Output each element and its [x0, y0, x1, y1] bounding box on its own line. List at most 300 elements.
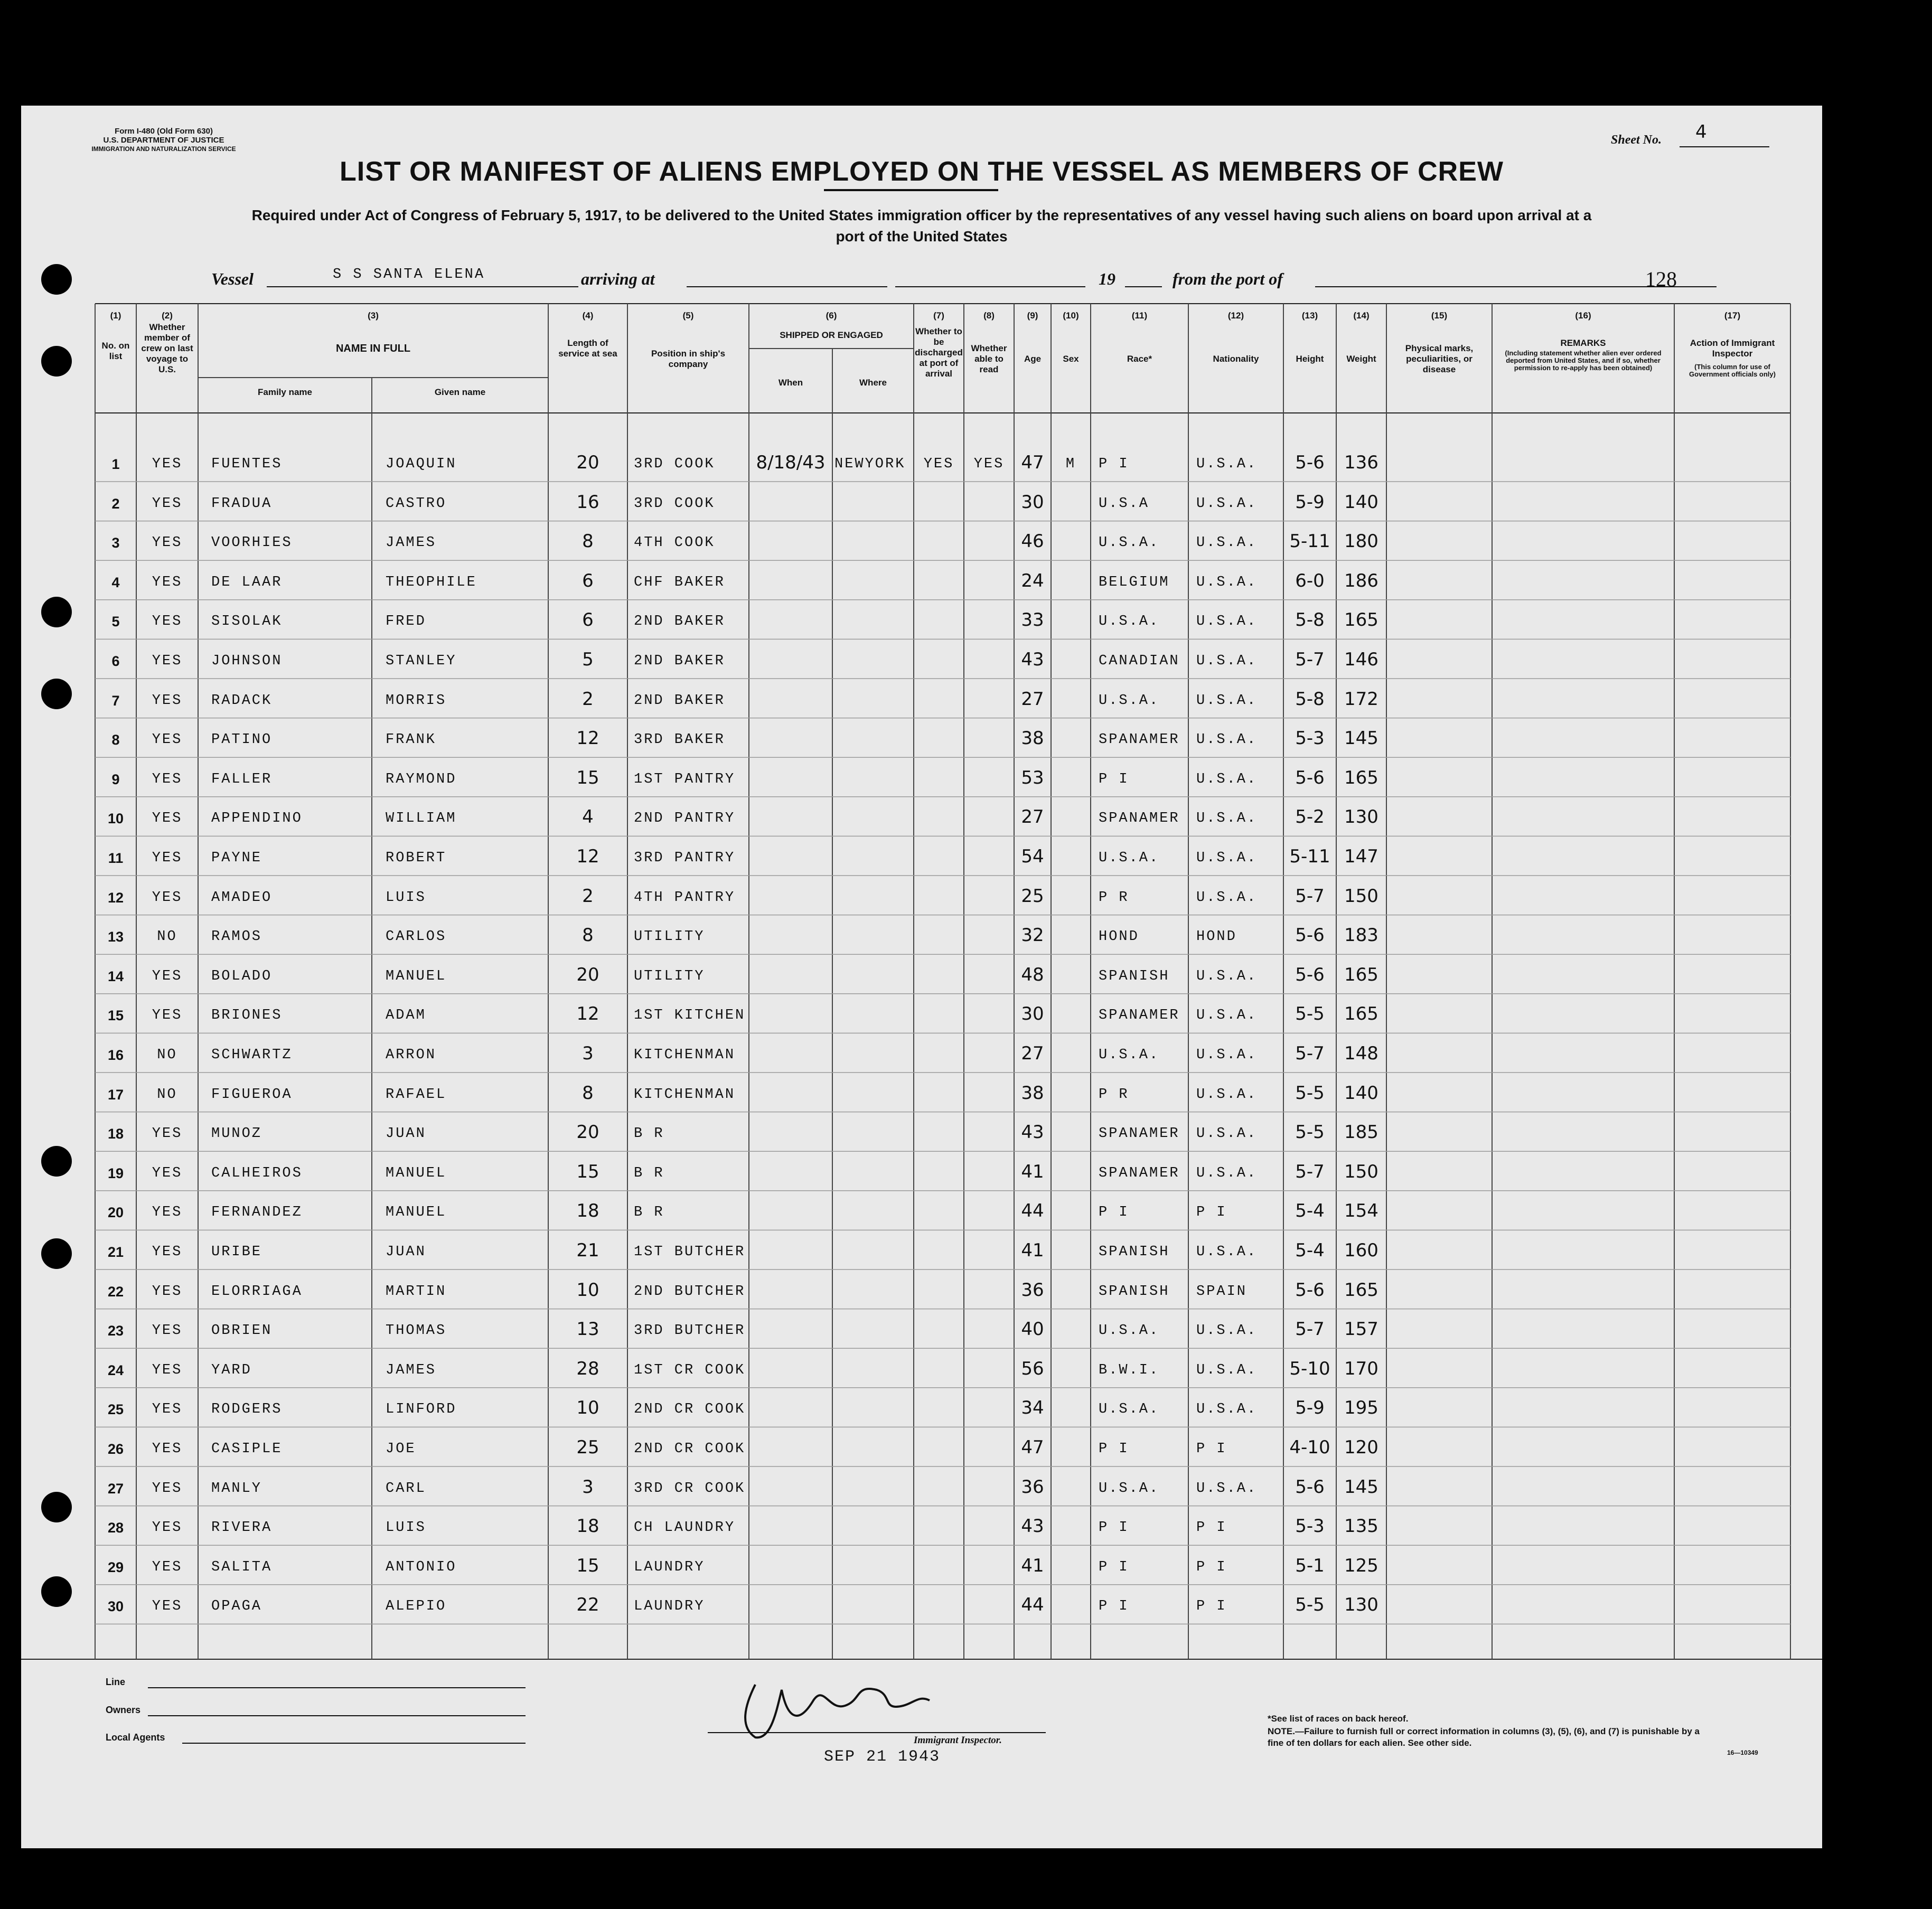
height: 5-9: [1295, 491, 1325, 513]
ship-position: B R: [634, 1126, 664, 1142]
table-row: [21, 882, 1822, 921]
nationality: P I: [1196, 1598, 1227, 1615]
given-name: STANLEY: [386, 653, 457, 669]
col2-label: Whether member of crew on last voyage to U.S.: [141, 322, 193, 374]
given-name: ADAM: [386, 1008, 426, 1024]
service-length: 18: [576, 1516, 599, 1537]
family-name: AMADEO: [211, 889, 273, 906]
age: 27: [1021, 688, 1044, 710]
row-number: 27: [107, 1480, 124, 1497]
age: 41: [1021, 1555, 1044, 1576]
ship-position: 3RD PANTRY: [634, 850, 736, 866]
col13-label: Height: [1296, 354, 1324, 364]
height: 5-3: [1295, 1516, 1325, 1537]
punch-hole: [41, 346, 72, 377]
service-length: 3: [582, 1043, 594, 1064]
sheet-label: Sheet No.: [1611, 133, 1662, 147]
table-row: [21, 1473, 1822, 1512]
col4-number: (4): [582, 311, 594, 321]
weight: 136: [1344, 452, 1378, 473]
given-name: MORRIS: [386, 692, 447, 709]
height: 5-4: [1295, 1240, 1325, 1261]
given-name: FRANK: [386, 732, 437, 748]
table-row: [21, 567, 1822, 606]
row-number: 9: [111, 771, 120, 787]
given-name-header: Given name: [434, 387, 486, 397]
row-number: 17: [107, 1086, 124, 1103]
col8-label: Whether able to read: [971, 343, 1007, 374]
nationality: U.S.A.: [1196, 1362, 1258, 1378]
weight: 172: [1344, 688, 1378, 710]
nationality: U.S.A.: [1196, 653, 1258, 669]
weight: 135: [1344, 1516, 1378, 1537]
ship-position: CHF BAKER: [634, 574, 725, 590]
weight: 140: [1344, 491, 1378, 513]
crew-last-voyage: YES: [152, 1362, 183, 1378]
service-length: 6: [582, 609, 594, 631]
ship-position: 1ST PANTRY: [634, 771, 736, 787]
family-name: FRADUA: [211, 495, 273, 512]
nationality: U.S.A.: [1196, 968, 1258, 984]
crew-last-voyage: YES: [152, 732, 183, 748]
race: U.S.A.: [1099, 614, 1160, 630]
row-number: 29: [107, 1559, 124, 1575]
crew-last-voyage: YES: [152, 614, 183, 630]
given-name: CARL: [386, 1480, 426, 1497]
crew-last-voyage: NO: [157, 929, 177, 945]
owners-field: [148, 1715, 526, 1716]
list-number: 128: [1645, 267, 1677, 291]
age: 34: [1021, 1397, 1044, 1419]
race: SPANAMER: [1099, 1008, 1180, 1024]
weight: 157: [1344, 1319, 1378, 1340]
table-row: [21, 1512, 1822, 1551]
race: U.S.A.: [1099, 692, 1160, 709]
nationality: U.S.A.: [1196, 850, 1258, 866]
table-row: [21, 1276, 1822, 1315]
manifest-title: LIST OR MANIFEST OF ALIENS EMPLOYED ON THE VESSEL AS MEMBERS OF CREW: [340, 156, 1504, 187]
table-row: [21, 1079, 1822, 1118]
age: 53: [1021, 767, 1044, 788]
given-name: JUAN: [386, 1126, 426, 1142]
col12-label: Nationality: [1213, 354, 1259, 364]
given-name: JOAQUIN: [386, 456, 457, 472]
line-field: [148, 1687, 526, 1688]
service-length: 2: [582, 688, 594, 710]
col13-number: (13): [1301, 311, 1318, 321]
form-id: Form I-480 (Old Form 630): [115, 127, 213, 136]
weight: 185: [1344, 1122, 1378, 1143]
col11-label: Race*: [1127, 354, 1152, 364]
service-length: 3: [582, 1476, 594, 1498]
family-name: RIVERA: [211, 1520, 273, 1536]
weight: 165: [1344, 964, 1378, 985]
weight: 165: [1344, 1279, 1378, 1301]
inspector-label: Immigrant Inspector.: [914, 1735, 1002, 1746]
age: 36: [1021, 1476, 1044, 1498]
given-name: MANUEL: [386, 1165, 447, 1181]
table-row: [21, 1237, 1822, 1276]
given-name: LUIS: [386, 1520, 426, 1536]
table-row: [21, 1355, 1822, 1394]
height: 5-7: [1295, 1043, 1325, 1064]
crew-last-voyage: YES: [152, 1126, 183, 1142]
col5-label: Position in ship's company: [651, 349, 726, 369]
race: U.S.A.: [1099, 1480, 1160, 1497]
col8-number: (8): [983, 311, 995, 321]
sex: M: [1065, 456, 1076, 472]
ship-position: 3RD BAKER: [634, 732, 725, 748]
ship-position: LAUNDRY: [634, 1598, 705, 1615]
table-row: [21, 488, 1822, 528]
ship-position: 2ND CR COOK: [634, 1441, 746, 1457]
weight: 125: [1344, 1555, 1378, 1576]
punch-hole: [41, 1146, 72, 1177]
races-note: *See list of races on back hereof.: [1268, 1714, 1409, 1724]
vessel-name: S S SANTA ELENA: [333, 267, 485, 283]
ship-position: 2ND PANTRY: [634, 811, 736, 827]
col14-label: Weight: [1346, 354, 1376, 364]
given-name: THOMAS: [386, 1323, 447, 1339]
family-name: MANLY: [211, 1480, 262, 1497]
family-name: YARD: [211, 1362, 252, 1378]
ship-position: CH LAUNDRY: [634, 1520, 736, 1536]
service-length: 8: [582, 1082, 594, 1104]
row-number: 1: [111, 456, 120, 472]
given-name: THEOPHILE: [386, 574, 477, 590]
row-number: 14: [107, 968, 124, 984]
height: 5-5: [1295, 1003, 1325, 1025]
ship-position: 2ND BAKER: [634, 614, 725, 630]
ship-position: UTILITY: [634, 968, 705, 984]
from-port-label: from the port of: [1173, 269, 1283, 288]
service-length: 12: [576, 728, 599, 749]
table-row: [21, 1118, 1822, 1158]
race: SPANAMER: [1099, 1165, 1180, 1181]
given-name: JOE: [386, 1441, 416, 1457]
given-name: LINFORD: [386, 1402, 457, 1418]
given-name: MANUEL: [386, 1205, 447, 1221]
height: 5-11: [1289, 531, 1330, 552]
owners-label: Owners: [106, 1705, 141, 1715]
nationality: U.S.A.: [1196, 495, 1258, 512]
height: 5-3: [1295, 728, 1325, 749]
height: 5-6: [1295, 452, 1325, 473]
row-number: 10: [107, 811, 124, 827]
age: 47: [1021, 452, 1044, 473]
given-name: ANTONIO: [386, 1559, 457, 1575]
table-row: [21, 1591, 1822, 1630]
nationality: U.S.A.: [1196, 1480, 1258, 1497]
table-row: [21, 1552, 1822, 1591]
nationality: P I: [1196, 1520, 1227, 1536]
height: 5-6: [1295, 925, 1325, 946]
family-name: CASIPLE: [211, 1441, 283, 1457]
nationality: P I: [1196, 1559, 1227, 1575]
crew-last-voyage: YES: [152, 1520, 183, 1536]
crew-last-voyage: YES: [152, 850, 183, 866]
punch-hole: [41, 1238, 72, 1269]
race: U.S.A.: [1099, 1047, 1160, 1063]
ship-position: UTILITY: [634, 929, 705, 945]
race: B.W.I.: [1099, 1362, 1160, 1378]
col16-note: (Including statement whether alien ever ordered deported from United States, and if so, whether permission to re-apply has been obtained): [1505, 349, 1662, 372]
race: P I: [1099, 1205, 1129, 1221]
col10-number: (10): [1063, 311, 1079, 321]
row-number: 6: [111, 653, 120, 669]
ship-position: B R: [634, 1165, 664, 1181]
table-row: [21, 1000, 1822, 1039]
crew-last-voyage: YES: [152, 1598, 183, 1615]
weight: 150: [1344, 885, 1378, 907]
age: 32: [1021, 925, 1044, 946]
inspector-signature: [724, 1669, 961, 1743]
vessel-label: Vessel: [211, 269, 254, 288]
crew-last-voyage: YES: [152, 1283, 183, 1300]
arriving-label: arriving at: [581, 269, 655, 288]
service-length: 15: [576, 767, 599, 788]
race: P I: [1099, 1559, 1129, 1575]
crew-last-voyage: YES: [152, 889, 183, 906]
race: U.S.A.: [1099, 850, 1160, 866]
col7-number: (7): [933, 311, 944, 321]
family-name: FUENTES: [211, 456, 283, 472]
nationality: U.S.A.: [1196, 574, 1258, 590]
nationality: U.S.A.: [1196, 1047, 1258, 1063]
year-label: 19: [1099, 269, 1115, 288]
age: 43: [1021, 1122, 1044, 1143]
height: 4-10: [1289, 1437, 1330, 1458]
age: 43: [1021, 1516, 1044, 1537]
age: 36: [1021, 1279, 1044, 1301]
ship-position: 3RD BUTCHER: [634, 1323, 746, 1339]
family-name: SISOLAK: [211, 614, 283, 630]
crew-last-voyage: YES: [152, 456, 183, 472]
race: BELGIUM: [1099, 574, 1170, 590]
row-number: 2: [111, 495, 120, 512]
weight: 146: [1344, 649, 1378, 670]
age: 38: [1021, 728, 1044, 749]
height: 5-8: [1295, 609, 1325, 631]
ship-position: B R: [634, 1205, 664, 1221]
col3-number: (3): [368, 311, 379, 321]
nationality: U.S.A.: [1196, 732, 1258, 748]
ship-position: 3RD COOK: [634, 495, 715, 512]
weight: 170: [1344, 1358, 1378, 1379]
race: P I: [1099, 771, 1129, 787]
race: SPANISH: [1099, 968, 1170, 984]
given-name: ALEPIO: [386, 1598, 447, 1615]
table-row: [21, 921, 1822, 961]
row-number: 8: [111, 732, 120, 748]
height: 5-5: [1295, 1122, 1325, 1143]
signature-line: [708, 1732, 1046, 1733]
shipped-when: 8/18/43: [756, 452, 826, 473]
age: 25: [1021, 885, 1044, 907]
department: U.S. DEPARTMENT OF JUSTICE: [103, 136, 224, 145]
penalty-note: NOTE.—Failure to furnish full or correct information in columns (3), (5), (6), and (7) is punishable by a fine of ten dollars for each alien. See other side.: [1268, 1726, 1700, 1748]
row-number: 21: [107, 1244, 124, 1260]
weight: 145: [1344, 728, 1378, 749]
height: 5-6: [1295, 1279, 1325, 1301]
local-agents-field: [182, 1743, 526, 1744]
age: 30: [1021, 1003, 1044, 1025]
given-name: FRED: [386, 614, 426, 630]
crew-last-voyage: YES: [152, 1480, 183, 1497]
height: 5-1: [1295, 1555, 1325, 1576]
col3-label: NAME IN FULL: [335, 343, 411, 354]
race: CANADIAN: [1099, 653, 1180, 669]
ship-position: 2ND BAKER: [634, 653, 725, 669]
height: 5-5: [1295, 1082, 1325, 1104]
row-number: 4: [111, 574, 120, 590]
family-name: FALLER: [211, 771, 273, 787]
row-number: 11: [108, 850, 124, 866]
row-number: 30: [107, 1598, 124, 1615]
col16-label: REMARKS: [1560, 338, 1606, 348]
family-name: SALITA: [211, 1559, 273, 1575]
col2-number: (2): [162, 311, 173, 321]
family-name: OBRIEN: [211, 1323, 273, 1339]
col14-number: (14): [1353, 311, 1370, 321]
table-row: [21, 764, 1822, 803]
col10-label: Sex: [1063, 354, 1079, 364]
nationality: U.S.A.: [1196, 1086, 1258, 1103]
height: 5-7: [1295, 1161, 1325, 1182]
ship-position: 1ST KITCHEN: [634, 1008, 746, 1024]
race: U.S.A.: [1099, 535, 1160, 551]
service-length: 15: [576, 1555, 599, 1576]
given-name: JAMES: [386, 535, 437, 551]
nationality: U.S.A.: [1196, 614, 1258, 630]
age: 33: [1021, 609, 1044, 631]
family-name: ELORRIAGA: [211, 1283, 303, 1300]
given-name: MANUEL: [386, 968, 447, 984]
crew-last-voyage: YES: [152, 574, 183, 590]
race: SPANAMER: [1099, 732, 1180, 748]
to-be-discharged: YES: [923, 456, 954, 472]
race: P I: [1099, 456, 1129, 472]
given-name: MARTIN: [386, 1283, 447, 1300]
nationality: U.S.A.: [1196, 1126, 1258, 1142]
crew-last-voyage: YES: [152, 811, 183, 827]
race: U.S.A: [1099, 495, 1150, 512]
ship-position: 2ND CR COOK: [634, 1402, 746, 1418]
weight: 160: [1344, 1240, 1378, 1261]
table-row: [21, 803, 1822, 842]
service-length: 12: [576, 846, 599, 867]
family-name: PATINO: [211, 732, 273, 748]
row-number: 18: [107, 1126, 124, 1142]
age: 27: [1021, 1043, 1044, 1064]
family-name: DE LAAR: [211, 574, 283, 590]
given-name: JUAN: [386, 1244, 426, 1260]
ship-position: 3RD COOK: [634, 456, 715, 472]
family-name: FIGUEROA: [211, 1086, 293, 1103]
family-name: APPENDINO: [211, 811, 303, 827]
age: 40: [1021, 1319, 1044, 1340]
col6-number: (6): [826, 311, 837, 321]
crew-last-voyage: NO: [157, 1047, 177, 1063]
local-agents-label: Local Agents: [106, 1732, 165, 1743]
table-row: [21, 1040, 1822, 1079]
table-row: [21, 725, 1822, 764]
given-name: ROBERT: [386, 850, 447, 866]
row-number: 5: [111, 614, 120, 630]
given-name: LUIS: [386, 889, 426, 906]
crew-last-voyage: YES: [152, 535, 183, 551]
row-number: 25: [107, 1402, 124, 1418]
able-to-read: YES: [973, 456, 1005, 472]
crew-last-voyage: YES: [152, 1559, 183, 1575]
age: 48: [1021, 964, 1044, 985]
race: SPANAMER: [1099, 811, 1180, 827]
col5-number: (5): [682, 311, 694, 321]
table-row: [21, 646, 1822, 685]
race: U.S.A.: [1099, 1402, 1160, 1418]
service-length: 20: [576, 452, 599, 473]
row-number: 20: [107, 1205, 124, 1221]
subtitle-line-2: port of the United States: [836, 228, 1008, 244]
height: 5-8: [1295, 688, 1325, 710]
crew-last-voyage: YES: [152, 495, 183, 512]
row-number: 13: [107, 929, 124, 945]
col4-label: Length of service at sea: [558, 338, 617, 359]
family-name: BOLADO: [211, 968, 273, 984]
table-row: [21, 1434, 1822, 1473]
family-name: BRIONES: [211, 1008, 283, 1024]
ship-position: LAUNDRY: [634, 1559, 705, 1575]
family-name-header: Family name: [258, 387, 312, 397]
ship-position: 4TH PANTRY: [634, 889, 736, 906]
crew-last-voyage: YES: [152, 1008, 183, 1024]
row-number: 22: [107, 1283, 124, 1300]
service-length: 20: [576, 964, 599, 985]
service-length: 10: [576, 1279, 599, 1301]
service-length: 18: [576, 1200, 599, 1222]
crew-last-voyage: YES: [152, 1244, 183, 1260]
crew-last-voyage: YES: [152, 1402, 183, 1418]
col15-label: Physical marks, peculiarities, or disease: [1405, 343, 1474, 374]
family-name: URIBE: [211, 1244, 262, 1260]
row-number: 16: [107, 1047, 124, 1063]
subtitle-line-1: Required under Act of Congress of February 5, 1917, to be delivered to the United States immigration officer by the representatives of any vessel having such aliens on board upon arrival at a: [251, 207, 1592, 223]
punch-hole: [41, 679, 72, 709]
table-row: [21, 1197, 1822, 1236]
nationality: U.S.A.: [1196, 771, 1258, 787]
sheet-number: 4: [1695, 121, 1707, 143]
nationality: U.S.A.: [1196, 1402, 1258, 1418]
age: 54: [1021, 846, 1044, 867]
service-length: 21: [576, 1240, 599, 1261]
weight: 130: [1344, 1594, 1378, 1616]
service-length: 8: [582, 531, 594, 552]
weight: 195: [1344, 1397, 1378, 1419]
table-row: [21, 528, 1822, 567]
service-length: 25: [576, 1437, 599, 1458]
height: 5-4: [1295, 1200, 1325, 1222]
height: 5-5: [1295, 1594, 1325, 1616]
height: 5-11: [1289, 846, 1330, 867]
table-row: [21, 449, 1822, 488]
nationality: SPAIN: [1196, 1283, 1248, 1300]
line-label: Line: [106, 1677, 126, 1687]
given-name: JAMES: [386, 1362, 437, 1378]
row-number: 24: [107, 1362, 124, 1378]
nationality: U.S.A.: [1196, 1008, 1258, 1024]
race: P R: [1099, 889, 1129, 906]
age: 27: [1021, 806, 1044, 828]
